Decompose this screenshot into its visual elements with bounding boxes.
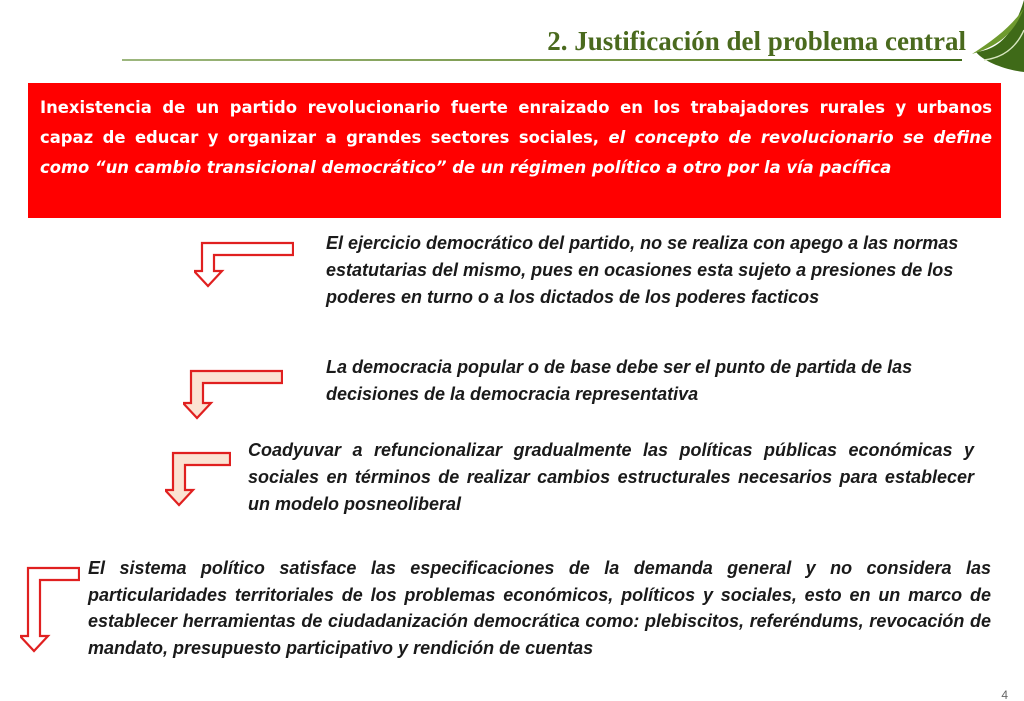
leaf-decoration-icon — [954, 0, 1024, 72]
point-popular-democracy: La democracia popular o de base debe ser el punto de partida de las decisiones de la democracia representativa — [326, 357, 913, 404]
slide-title: 2. Justificación del problema central — [547, 26, 966, 56]
bent-arrow-icon — [194, 240, 294, 288]
central-problem-definition: el concepto de revolucionario se define como “un cambio transicional democrático” de un régimen político a otro por la vía pacífica — [40, 128, 992, 177]
page-number: 4 — [1001, 688, 1008, 701]
point-public-policies: Coadyuvar a refuncionalizar gradualmente las políticas públicas económicas y sociales en términos de realizar cambios estructurales necesarios para establecer un modelo posneoliberal — [248, 440, 974, 514]
central-problem-box — [28, 83, 1001, 218]
bent-arrow-icon — [183, 368, 283, 420]
point-party-democracy: El ejercicio democrático del partido, no se realiza con apego a las normas estatutarias del mismo, pues en ocasiones esta sujeto a presiones de los poderes en turno o a los dictados de los poderes facticos — [326, 233, 959, 307]
bent-arrow-icon — [165, 450, 231, 508]
central-problem-text: Inexistencia de un partido revolucionario fuerte enraizado en los trabajadores rurales y urbanos capaz de educar y organizar a grandes sectores sociales, — [40, 98, 992, 147]
point-political-system: El sistema político satisface las especificaciones de la demanda general y no considera las particularidades territoriales de los problemas económicos, políticos y sociales, esto en un marco de establecer herramientas de ciudadanización democrática como: plebiscitos, referéndums, revocación de mandato, presupuesto participativo y rendición de cuentas — [88, 558, 991, 658]
bent-arrow-icon — [20, 566, 80, 654]
title-underline — [122, 59, 962, 61]
